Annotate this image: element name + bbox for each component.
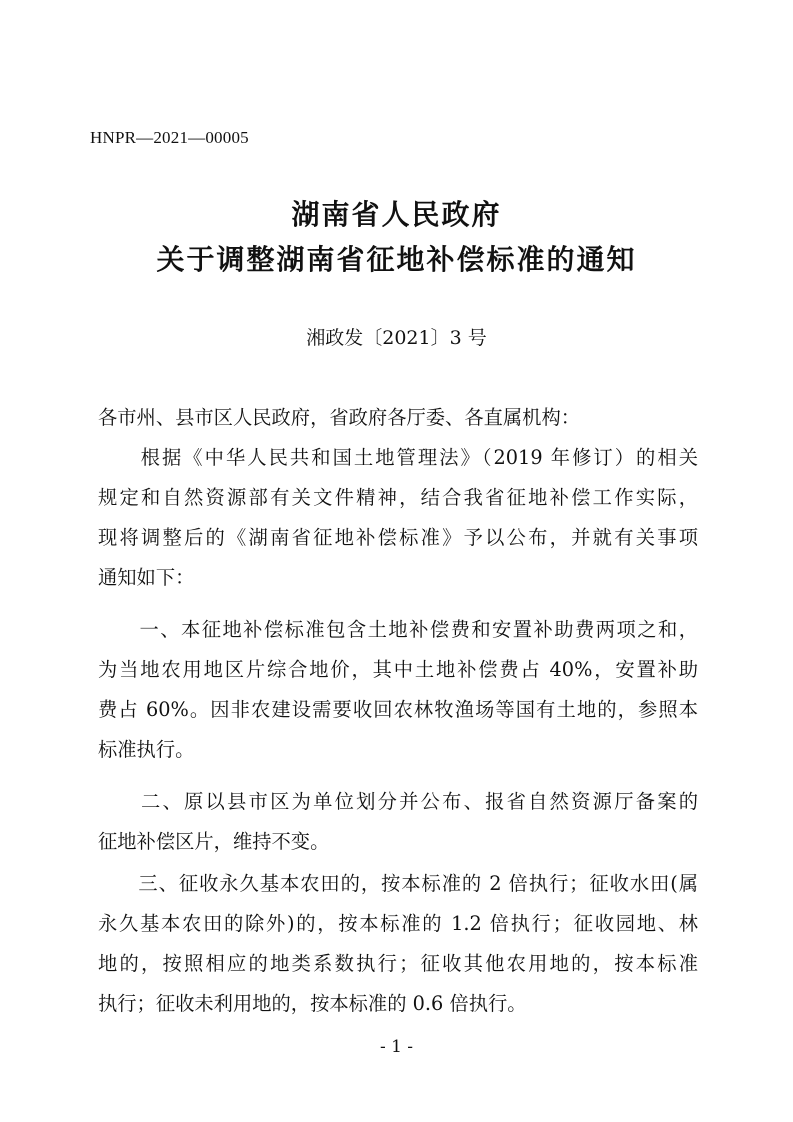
- document-number: HNPR—2021—00005: [90, 128, 249, 147]
- paragraph-line: 征地补偿区片，维持不变。: [98, 830, 330, 853]
- paragraph-line: 标准执行。: [98, 738, 195, 761]
- paragraph-line: 一、本征地补偿标准包含土地补偿费和安置补助费两项之和，: [98, 618, 698, 641]
- paragraph-item-3: [98, 864, 698, 1024]
- paragraph-line: 费占 60%。因非农建设需要收回农林牧渔场等国有土地的，参照本: [98, 698, 698, 721]
- paragraph-line: 为当地农用地区片综合地价，其中土地补偿费占 40%，安置补助: [98, 658, 698, 681]
- paragraph-line: 永久基本农田的除外)的，按本标准的 1.2 倍执行；征收园地、林: [98, 912, 698, 935]
- document-title-subject: 关于调整湖南省征地补偿标准的通知: [156, 243, 637, 276]
- paragraph-item-2: [98, 782, 698, 862]
- paragraph-line: 通知如下：: [98, 566, 195, 589]
- paragraph-line: 地的，按照相应的地类系数执行；征收其他农用地的，按本标准: [98, 952, 698, 975]
- paragraph-line: 二、原以县市区为单位划分并公布、报省自然资源厅备案的: [98, 790, 698, 813]
- paragraph-line: 规定和自然资源部有关文件精神，结合我省征地补偿工作实际，: [98, 486, 698, 509]
- page-number: - 1 -: [379, 1037, 414, 1057]
- paragraph-line: 现将调整后的《湖南省征地补偿标准》予以公布，并就有关事项: [98, 526, 698, 549]
- paragraph-intro: [98, 438, 698, 598]
- paragraph-line: 根据《中华人民共和国土地管理法》（2019 年修订）的相关: [98, 446, 698, 469]
- paragraph-line: 执行；征收未利用地的，按本标准的 0.6 倍执行。: [98, 992, 527, 1015]
- issue-number: 湘政发〔2021〕3 号: [306, 327, 487, 349]
- document-title-issuer: 湖南省人民政府: [291, 198, 502, 231]
- paragraph-line: 三、征收永久基本农田的，按本标准的 2 倍执行；征收水田(属: [98, 872, 698, 895]
- salutation: 各市州、县市区人民政府，省政府各厅委、各直属机构：: [98, 406, 581, 429]
- paragraph-item-1: [98, 610, 698, 770]
